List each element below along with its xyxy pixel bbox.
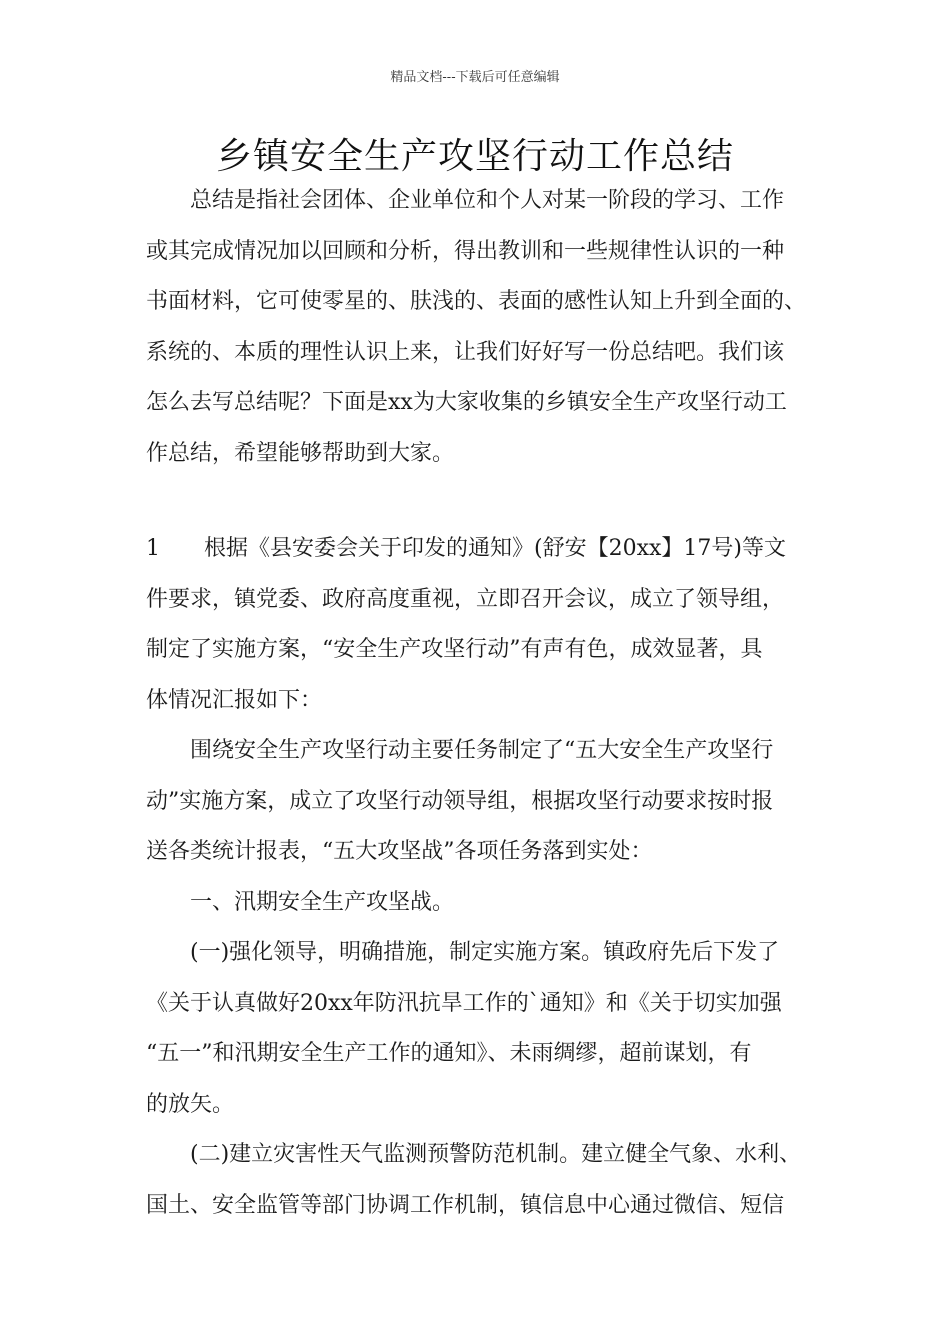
para3-line: 《关于认真做好20xx年防汛抗旱工作的`通知》和《关于切实加强	[146, 990, 782, 1016]
header-note: 精品文档---下载后可任意编辑	[390, 70, 560, 85]
intro-paragraph	[146, 176, 826, 479]
intro-line: 怎么去写总结呢？下面是xx为大家收集的乡镇安全生产攻坚行动工	[146, 390, 787, 415]
para2-line: 动”实施方案，成立了攻坚行动领导组，根据攻坚行动要求按时报	[146, 788, 774, 814]
para4-line: (二)建立灾害性天气监测预警防范机制。建立健全气象、水利、	[190, 1142, 802, 1167]
para2-line: 送各类统计报表，“五大攻坚战”各项任务落到实处：	[146, 839, 653, 864]
section1-line: 制定了实施方案，“安全生产攻坚行动”有声有色，成效显著，具	[146, 637, 763, 662]
section1-first-line	[146, 524, 826, 575]
intro-line: 或其完成情况加以回顾和分析，得出教训和一些规律性认识的一种	[146, 238, 785, 264]
intro-line: 作总结，希望能够帮助到大家。	[146, 440, 455, 466]
section1-line: 件要求，镇党委、政府高度重视，立即召开会议，成立了领导组，	[146, 586, 785, 612]
section1-line: 体情况汇报如下：	[146, 687, 323, 713]
body-text	[146, 524, 826, 1231]
intro-line: 总结是指社会团体、企业单位和个人对某一阶段的学习、工作	[190, 188, 785, 213]
section1-first-text: 根据《县安委会关于印发的通知》(舒安【20xx】17号)等文	[204, 536, 786, 561]
section-number: 1	[146, 536, 160, 561]
para2-line: 围绕安全生产攻坚行动主要任务制定了“五大安全生产攻坚行	[190, 738, 774, 763]
heading-flood-season: 一、汛期安全生产攻坚战。	[190, 889, 455, 915]
para3-line: 的放矢。	[146, 1091, 235, 1117]
para3-line: (一)强化领导，明确措施，制定实施方案。镇政府先后下发了	[190, 940, 780, 965]
para4-line: 国土、安全监管等部门协调工作机制，镇信息中心通过微信、短信	[146, 1192, 785, 1218]
intro-line: 系统的、本质的理性认识上来，让我们好好写一份总结吧。我们该	[146, 339, 785, 365]
para3-line: “五一”和汛期安全生产工作的通知》、未雨绸缪，超前谋划，有	[146, 1041, 752, 1066]
intro-line: 书面材料，它可使零星的、肤浅的、表面的感性认知上升到全面的、	[146, 289, 807, 314]
document-title: 乡镇安全生产攻坚行动工作总结	[215, 136, 734, 177]
